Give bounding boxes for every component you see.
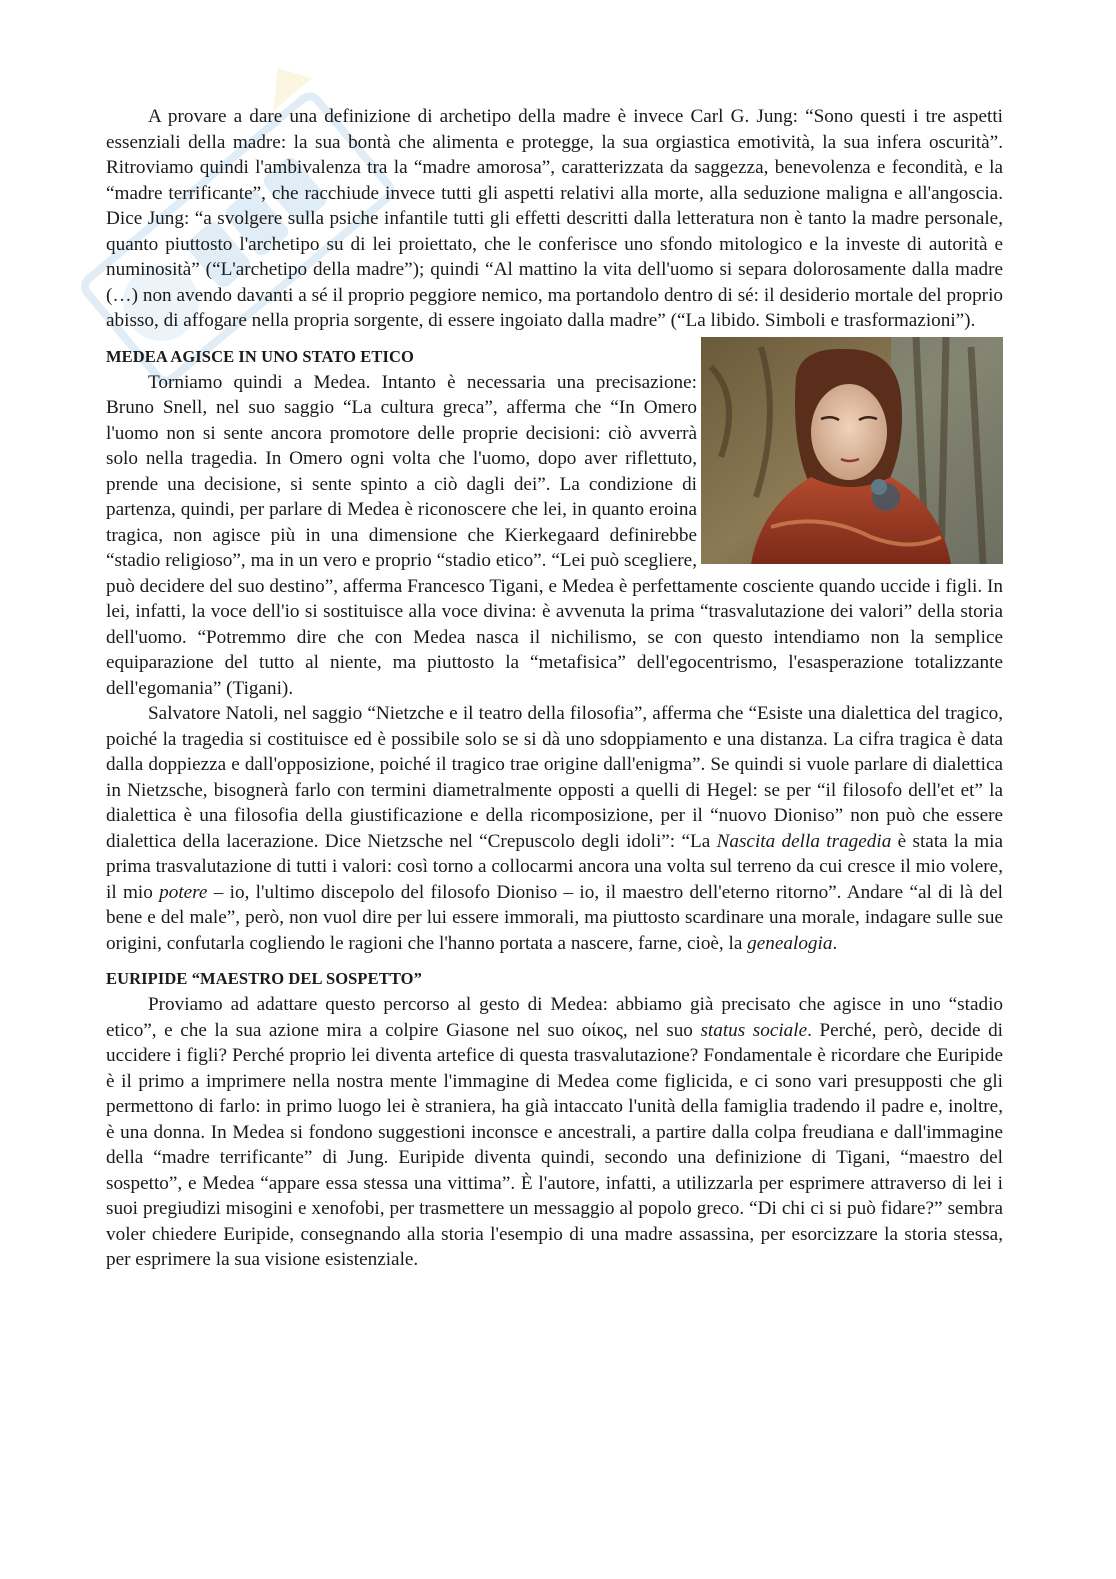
paragraph-jung: A provare a dare una definizione di archetipo della madre è invece Carl G. Jung: “Sono questi i tre aspetti essenziali della madre: la sua bontà che alimenta e protegge, la sua orgiastica emotività, la sua infera oscurità”. Ritroviamo quindi l'ambivalenza tra la “madre amorosa”, caratterizzata da saggezza, benevolenza e fecondità, e la “madre terrificante”, che racchiude invece tutti gli aspetti relativi alla morte, alla seduzione maligna e all'angoscia. Dice Jung: “a svolgere sulla psiche infantile tutti gli effetti descritti dalla letteratura non è tanto la madre personale, quanto piuttosto l'archetipo su di lei proiettato, che le conferisce uno sfondo mitologico e la investe di autorità e numinosità” (“L'archetipo della madre”); quindi “Al mattino la vita dell'uomo si separa dolorosamente dalla madre (…) non avendo davanti a sé il proprio peggiore nemico, ma portandolo dentro di sé: il desiderio mortale del proprio abisso, di affogare nella propria sorgente, di essere ingoiato dalla madre” (“La libido. Simboli e trasformazioni”). (106, 106, 1003, 331)
medea-painting-image (701, 337, 1003, 564)
paragraph-natoli: Salvatore Natoli, nel saggio “Nietzche e il teatro della filosofia”, afferma che “Esiste una dialettica del tragico, poiché la tragedia si costituisce ed è possibile solo se si dà uno sdoppiamento e una distanza. La cifra tragica è data dalla doppiezza e dall'opposizione, poiché il tragico trae origine dall'enigma”. Se quindi si vuole parlare di dialettica in Nietzsche, bisognerà farlo con termini diametralmente opposti a quelli di Hegel: se per “il filosofo dell'et et” la dialettica è una filosofia della giustificazione e della ricomposizione, per il “nuovo Dioniso” non può che essere dialettica della lacerazione. Dice Nietzsche nel “Crepuscolo degli idoli”: “La Nascita della tragedia è stata la mia prima trasvalutazione di tutti i valori: così torno a collocarmi ancora una volta sul terreno da cui cresce il mio volere, il mio potere – io, l'ultimo discepolo del filosofo Dioniso – io, il maestro dell'eterno ritorno”. Andare “al di là del bene e del male”, però, non vuol dire per lui essere immorali, ma piuttosto scardinare una morale, indagare sulle sue origini, confutarla cogliendo le ragioni che l'hanno portata a nascere, farne, cioè, la genealogia. (106, 703, 1003, 954)
heading-euripide: EURIPIDE “MAESTRO DEL SOSPETTO” (106, 969, 422, 988)
document-page (106, 104, 1003, 1273)
italic-status-sociale: status sociale (700, 1019, 808, 1041)
paragraph-medea: Torniamo quindi a Medea. Intanto è necessaria una precisazione: Bruno Snell, nel suo saggio “La cultura greca”, afferma che “In Omero l'uomo non si sente ancora promotore delle proprie decisioni: ciò avverrà solo nella tragedia. In Omero ogni volta che l'uomo, dopo aver riflettuto, prende una decisione, si sente spinto a ciò dagli dei”. La condizione di partenza, quindi, per parlare di Medea è riconoscere che lei, in quanto eroina tragica, non agisce più in una dimensione che Kierkegaard definirebbe “stadio religioso”, ma in un vero e proprio “stadio etico”. “Lei può scegliere, può decidere del suo destino”, afferma Francesco Tigani, e Medea è perfettamente cosciente quando uccide i figli. In lei, infatti, la voce dell'io si sostituisce alla voce divina: è avvenuta la prima “trasvalutazione dei valori” della storia dell'uomo. “Potremmo dire che con Medea nasca il nichilismo, se con questo intendiamo non la semplice equiparazione del tutto al niente, ma piuttosto la “metafisica” dell'egocentrismo, l'esasperazione totalizzante dell'egomania” (Tigani). (106, 371, 1003, 699)
medea-painting (701, 337, 1003, 564)
italic-genealogia: genealogia (747, 932, 833, 954)
paragraph-euripide: Proviamo ad adattare questo percorso al gesto di Medea: abbiamo già precisato che agisce in uno “stadio etico”, e che la sua azione mira a colpire Giasone nel suo οίκος, nel suo status sociale. Perché, però, decide di uccidere i figli? Perché proprio lei diventa artefice di questa trasvalutazione? Fondamentale è ricordare che Euripide è il primo a imprimere nella nostra mente l'immagine di Medea come figlicida, e ci sono vari presupposti che gli permettono di farlo: in primo luogo lei è straniera, ha già intaccato l'unità della famiglia tradendo il padre e, inoltre, è una donna. In Medea si fondono suggestioni inconsce e ancestrali, a partire dalla colpa freudiana e dall'immagine della “madre terrificante” di Jung. Euripide diventa quindi, secondo una definizione di Tigani, “maestro del sospetto”, e Medea “appare essa stessa una vittima”. È l'autore, infatti, a utilizzarla per esprimere attraverso di lei i suoi pregiudizi misogini e xenofobi, per trasmettere un messaggio al popolo greco. “Di chi ci si può fidare?” sembra voler chiedere Euripide, consegnando alla storia l'esempio di una madre assassina, per esorcizzare la storia stessa, per esprimere la sua visione esistenziale. (106, 994, 1003, 1270)
heading-medea-stato-etico: MEDEA AGISCE IN UNO STATO ETICO (106, 346, 414, 366)
italic-potere: potere (159, 881, 208, 903)
italic-nascita-tragedia: Nascita della tragedia (716, 830, 892, 852)
